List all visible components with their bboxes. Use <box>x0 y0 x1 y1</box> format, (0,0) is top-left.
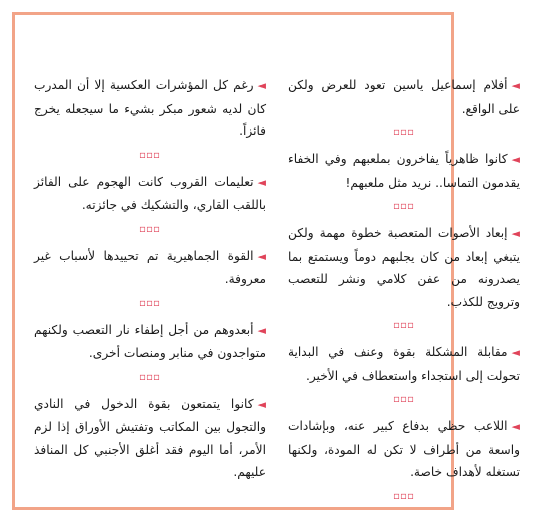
item-text: مقابلة المشكلة بقوة وعنف في البداية تحولت إلى استجداء واستعطاف في الأخير. <box>288 345 520 383</box>
list-item <box>288 148 520 194</box>
triangle-marker-icon: ◄ <box>511 346 520 359</box>
triangle-marker-icon: ◄ <box>511 227 520 240</box>
separator: ◻◻◻ <box>393 201 415 212</box>
item-text: إبعاد الأصوات المتعصبة خطوة مهمة ولكن يتبغي إبعاد من كان يجلبهم دوماً ويستمتع بما يصدرونه من عفن كلامي ونشر للتعصب وترويج للكذب. <box>288 226 520 309</box>
triangle-marker-icon: ◄ <box>257 323 266 337</box>
item-text: كانوا يتمتعون بقوة الدخول في النادي والتجول بين المكاتب وتفتيش الأوراق إذا لزم الأمر، أما اليوم فقد أغلق الأجنبي كل المنافذ عليهم. <box>34 396 266 479</box>
triangle-marker-icon: ◄ <box>257 175 266 189</box>
triangle-marker-icon: ◄ <box>511 79 520 92</box>
triangle-marker-icon: ◄ <box>257 249 266 263</box>
item-text: القوة الجماهيرية تم تحييدها لأسباب غير معروفة. <box>34 248 266 286</box>
list-item <box>34 74 266 143</box>
item-text: رغم كل المؤشرات العكسية إلا أن المدرب كان لديه شعور مبكر بشيء ما سيجعله يخرج فائزاً. <box>34 78 266 138</box>
item-text: أفلام إسماعيل ياسين تعود للعرض ولكن على الواقع. <box>288 78 520 116</box>
triangle-marker-icon: ◄ <box>257 397 266 411</box>
separator: ◻◻◻ <box>393 127 415 138</box>
separator: ◻◻◻ <box>139 149 161 161</box>
list-item <box>34 319 266 365</box>
separator: ◻◻◻ <box>393 490 415 502</box>
list-item <box>34 245 266 291</box>
item-text: كانوا ظاهرياً يفاخرون بملعبهم وفي الخفاء يقدمون التماسا.. نريد مثل ملعبهم! <box>288 152 520 190</box>
separator: ◻◻◻ <box>139 223 161 235</box>
left-column <box>34 74 266 484</box>
separator: ◻◻◻ <box>139 371 161 383</box>
triangle-marker-icon: ◄ <box>257 79 266 92</box>
list-item <box>288 415 520 484</box>
list-item <box>34 393 266 484</box>
list-item <box>288 341 520 387</box>
list-item <box>288 74 520 120</box>
triangle-marker-icon: ◄ <box>511 153 520 166</box>
list-item <box>34 171 266 217</box>
separator: ◻◻◻ <box>139 297 161 309</box>
list-item <box>288 222 520 313</box>
item-text: تعليمات القروب كانت الهجوم على الفائز باللقب القاري، والتشكيك في جائزته. <box>34 174 266 212</box>
separator: ◻◻◻ <box>393 320 415 331</box>
item-text: اللاعب حظي بدفاع كبير عنه، وبإشادات واسعة من أطراف لا تكن له المودة، ولكنها تستغله لأهداف خاصة. <box>288 419 520 479</box>
triangle-marker-icon: ◄ <box>511 420 520 433</box>
separator: ◻◻◻ <box>393 394 415 405</box>
item-text: أبعدوهم من أجل إطفاء نار التعصب ولكنهم متواجدون في منابر ومنصات أخرى. <box>34 322 266 360</box>
right-column <box>288 74 520 512</box>
